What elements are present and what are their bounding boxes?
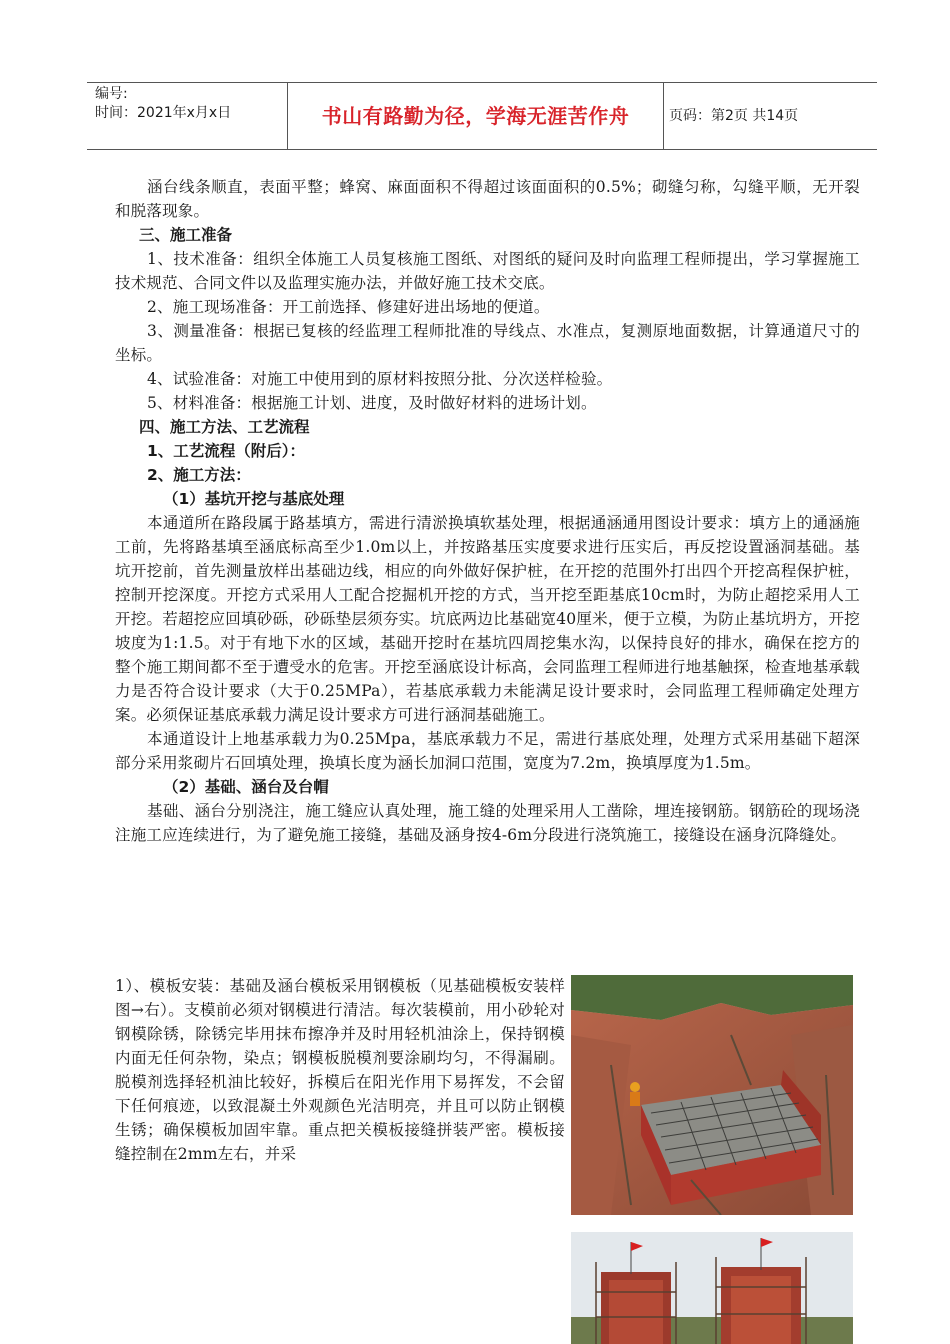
subheading-flow: 1、工艺流程（附后）： — [147, 442, 306, 460]
prep-survey: 3、测量准备：根据已复核的经监理工程师批准的导线点、水准点，复测原地面数据，计算通道尺寸的坐标。 — [115, 322, 860, 364]
formwork-text-block — [115, 974, 565, 1166]
paragraph-foundation: 基础、涵台分别浇注，施工缝应认真处理，施工缝的处理采用人工凿除，埋连接钢筋。钢筋砼的现场浇注施工应连续进行，为了避免施工接缝，基础及涵身按4-6m分段进行浇筑施工，接缝设在涵身沉降缝处。 — [115, 802, 860, 844]
header-meta — [87, 83, 287, 149]
subheading-pit: （1）基坑开挖与基底处理 — [163, 490, 345, 508]
paragraph-pit-treatment: 本通道设计上地基承载力为0.25Mpa，基底承载力不足，需进行基底处理，处理方式采用基础下超深部分采用浆砌片石回填处理，换填长度为涵长加洞口范围，宽度为7.2m，换填厚度为1.5m。 — [115, 730, 860, 772]
formwork-tower-image — [571, 1232, 853, 1344]
paragraph-pit-excavation: 本通道所在路段属于路基填方，需进行清淤换填软基处理，根据通涵通用图设计要求：填方上的通涵施工前，先将路基填至涵底标高至少1.0m以上，并按路基压实度要求进行压实后，再反挖设置涵洞基础。基坑开挖前，首先测量放样出基础边线，相应的向外做好保护桩，在开挖的范围外打出四个开挖高程保护桩，控制开挖深度。开挖方式采用人工配合挖掘机开挖的方式，当开挖至距基底10cm时，为防止超挖采用人工开挖。若超挖应回填砂砾，砂砾垫层须夯实。坑底两边比基础宽40厘米，便于立模，为防止基坑坍方，开挖坡度为1:1.5。对于有地下水的区域，基础开挖时在基坑四周挖集水沟，以保持良好的排水，确保在挖方的整个施工期间都不至于遭受水的危害。开挖至涵底设计标高，会同监理工程师进行地基触探，检查地基承载力是否符合设计要求（大于0.25MPa），若基底承载力未能满足设计要求时，会同监理工程师确定处理方案。必须保证基底承载力满足设计要求方可进行涵洞基础施工。 — [115, 514, 860, 724]
section-heading-method: 四、施工方法、工艺流程 — [139, 418, 310, 436]
document-body — [115, 175, 860, 847]
prep-test: 4、试验准备：对施工中使用到的原材料按照分批、分次送样检验。 — [147, 370, 613, 388]
header-motto: 书山有路勤为径，学海无涯苦作舟 — [287, 83, 664, 149]
construction-site-image — [571, 975, 853, 1215]
subheading-foundation: （2）基础、涵台及台帽 — [163, 778, 329, 796]
doc-number-label: 编号: — [95, 86, 128, 102]
paragraph-quality: 涵台线条顺直，表面平整；蜂窝、麻面面积不得超过该面面积的0.5%；砌缝匀称，勾缝平顺，无开裂和脱落现象。 — [115, 178, 860, 220]
page-info: 页码：第2页 共14页 — [669, 108, 799, 124]
prep-material: 5、材料准备：根据施工计划、进度，及时做好材料的进场计划。 — [147, 394, 597, 412]
doc-time-label: 时间：2021年x月x日 — [95, 105, 232, 121]
prep-site: 2、施工现场准备：开工前选择、修建好进出场地的便道。 — [147, 298, 550, 316]
section-heading-prep: 三、施工准备 — [139, 226, 233, 244]
paragraph-formwork: 1）、模板安装：基础及涵台模板采用钢模板（见基础模板安装样图→右）。支模前必须对钢模进行清洁。每次装模前，用小砂轮对钢模除锈，除锈完毕用抹布擦净并及时用轻机油涂上，保持钢模内面无任何杂物，染点；钢模板脱模剂要涂刷均匀，不得漏刷。脱模剂选择轻机油比较好，拆模后在阳光作用下易挥发，不会留下任何痕迹，以致混凝土外观颜色光洁明亮，并且可以防止钢模生锈；确保模板加固牢靠。重点把关模板接缝拼装严密。模板接缝控制在2mm左右，并采 — [115, 977, 565, 1163]
culvert-formwork-photo — [571, 1232, 853, 1344]
subheading-method: 2、施工方法： — [147, 466, 251, 484]
prep-technical: 1、技术准备：组织全体施工人员复核施工图纸、对图纸的疑问及时向监理工程师提出，学习掌握施工技术规范、合同文件以及监理实施办法，并做好施工技术交底。 — [115, 250, 860, 292]
page-header — [87, 82, 877, 150]
foundation-formwork-photo — [571, 975, 853, 1215]
